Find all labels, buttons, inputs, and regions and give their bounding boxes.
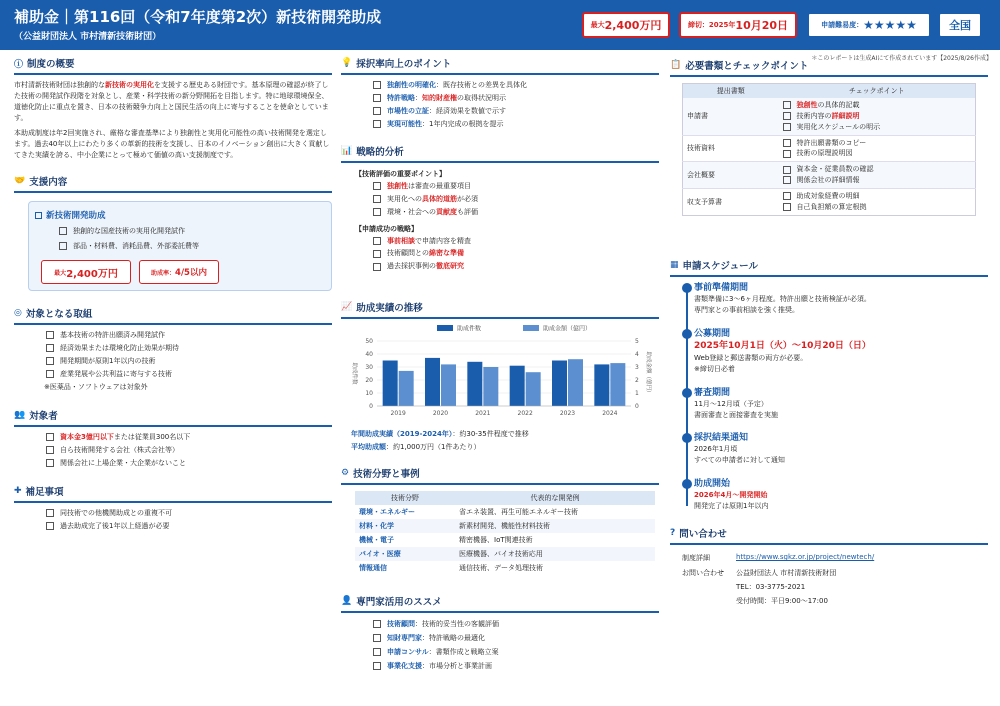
point-1-keyword: 独創性の明確化 — [387, 81, 436, 89]
points-list — [373, 80, 659, 129]
strategy-title: 戦略的分析 — [356, 147, 404, 158]
question-icon: ? — [670, 528, 676, 538]
overview-p1-a: 市村清新技術財団は独創的な — [14, 81, 105, 89]
schedule-5-title: 助成開始 — [694, 479, 731, 489]
bar-count — [552, 361, 567, 407]
deadline-value: 10月20日 — [735, 19, 789, 32]
timeline-dot — [682, 479, 692, 489]
table-row — [355, 547, 655, 561]
fields-heading — [341, 466, 659, 485]
y-tick-left: 20 — [365, 377, 373, 384]
doc-name: 技術資料 — [687, 144, 715, 153]
eligible-list — [46, 432, 332, 469]
strategy-heading — [341, 144, 659, 163]
contact-org: 公益財団法人 市村清新技術財団 — [736, 569, 837, 577]
point-2-text: ： — [415, 93, 422, 102]
doc-check — [783, 122, 972, 133]
results-summary-2-text: ：約1,000万円（1件あたり） — [386, 443, 481, 451]
plus-icon: ✚ — [14, 486, 22, 496]
results-section — [341, 300, 659, 452]
schedule-5-line-1: 開発完了は原則1年以内 — [694, 502, 769, 510]
overview-heading — [14, 56, 332, 75]
eligible-heading — [14, 408, 332, 427]
docs-table-header — [683, 84, 976, 99]
y-tick-right: 5 — [635, 338, 639, 345]
contact-tel: TEL：03-3775-2021 — [736, 583, 806, 591]
overview-p1-b: を支援する歴史ある財団です。基本原理の確認が終了した技術の開発試作段階を対象とし、産業・科学技術の新分野開拓を目指します。特に地球環境保全、道徳化防止に重点を置き、日本の技術競争力向上と国民生活の向上に寄与することを使命としています。 — [14, 81, 329, 122]
schedule-4-line-2: すべての申請者に対して通知 — [694, 456, 785, 464]
contact-inquiry-label: お問い合わせ — [682, 569, 724, 577]
doc-check — [783, 100, 972, 111]
targets-title: 対象となる取組 — [25, 309, 93, 320]
strategy-g1-item-1 — [373, 181, 659, 192]
timeline-dot — [682, 329, 692, 339]
experts-title: 専門家活用のススメ — [356, 597, 442, 608]
strategy-g2-item-3 — [373, 261, 659, 272]
legend-label: 助成件数 — [457, 325, 482, 333]
supplement-heading — [14, 484, 332, 503]
eligible-section — [14, 408, 332, 469]
targets-note: ※医薬品・ソフトウェアは対象外 — [44, 383, 148, 392]
doc-checks — [779, 162, 976, 189]
expert-2-text: ：特許戦略の最適化 — [422, 633, 485, 642]
overview-paragraph-1 — [14, 80, 332, 123]
doc-check: 自己負担額の算定根拠 — [783, 202, 972, 213]
results-summary-2-label: 平均助成額 — [351, 443, 386, 451]
y-tick-left: 50 — [365, 338, 373, 345]
contact-detail-label: 制度詳細 — [682, 554, 710, 562]
point-item-4 — [373, 119, 659, 130]
field-name: 機械・電子 — [359, 536, 394, 544]
person-icon: 👤 — [341, 596, 353, 606]
target-item-4: 産業発展や公共利益に寄与する技術 — [46, 369, 332, 380]
fields-table-header — [355, 491, 655, 505]
support-box-title — [35, 209, 106, 221]
x-tick-label: 2021 — [475, 410, 491, 417]
docs-section — [670, 56, 988, 216]
targets-list — [46, 330, 332, 392]
support-heading — [14, 174, 332, 193]
eligible-item-1-red: 資本金3億円以下 — [60, 433, 114, 441]
docs-heading — [670, 58, 988, 77]
doc-checks — [779, 135, 976, 162]
support-box — [28, 201, 332, 291]
strategy-g1-item-2 — [373, 194, 659, 205]
y-tick-right: 3 — [635, 364, 639, 371]
point-3-text: ：経済効果を数値で示す — [429, 106, 506, 115]
field-name: 環境・エネルギー — [359, 508, 415, 516]
strategy-g1-2-tail: が必須 — [457, 194, 478, 203]
fields-table — [355, 491, 655, 575]
table-row — [683, 188, 976, 215]
timeline-dot — [682, 283, 692, 293]
strategy-g1-2-text: 実用化への — [387, 194, 422, 203]
handshake-icon: 🤝 — [14, 176, 26, 186]
overview-p1-highlight: 新技術の実用化 — [105, 81, 154, 89]
schedule-heading — [670, 258, 988, 277]
y-tick-left: 10 — [365, 390, 373, 397]
doc-check — [783, 111, 972, 122]
expert-3-keyword: 申請コンサル — [387, 647, 429, 656]
experts-section — [341, 594, 659, 671]
strategy-g1-3-tail: も評価 — [457, 207, 478, 216]
doc-check: 資本金・従業員数の確認 — [783, 164, 972, 175]
max-amount-badge — [582, 12, 670, 38]
results-summary-1 — [351, 429, 659, 439]
strategy-g1-3-red: 貢献度 — [436, 207, 457, 216]
point-2-tail: の取得状況明示 — [457, 93, 506, 102]
results-title: 助成実績の推移 — [356, 303, 423, 314]
fields-section — [341, 466, 659, 575]
checkbox-icon — [35, 212, 42, 219]
expert-item-1 — [373, 619, 659, 630]
schedule-section — [670, 258, 988, 520]
schedule-5-red: 2026年4月〜開発開始 — [694, 491, 768, 499]
table-row — [683, 98, 976, 135]
targets-heading — [14, 306, 332, 325]
point-item-3 — [373, 106, 659, 117]
strategy-g1-1-red: 独創性 — [387, 182, 408, 190]
support-rate-value: 4/5以内 — [175, 268, 207, 278]
strategy-g2-2-red: 綿密な準備 — [429, 249, 464, 258]
expert-item-4 — [373, 661, 659, 672]
x-tick-label: 2019 — [390, 410, 406, 417]
doc-check: 助成対象経費の明細 — [783, 191, 972, 202]
expert-item-3 — [373, 647, 659, 658]
table-row — [355, 561, 655, 575]
target-item-1: 基本技術の特許出願済み開発試作 — [46, 330, 332, 341]
y-tick-left: 0 — [369, 403, 373, 410]
eligible-title: 対象者 — [29, 411, 58, 422]
support-rate-badge — [139, 260, 219, 284]
strategy-g2-3-text: 過去採択事例の — [387, 262, 436, 271]
field-name: バイオ・医療 — [359, 550, 401, 558]
bar-count — [383, 361, 398, 407]
overview-paragraph-2: 本助成制度は年2回実施され、厳格な審査基準により独創性と実用化可能性の高い技術開発を選定します。過去40年以上にわたり多くの革新的技術を支援し、日本のイノベーション創出に大きく貢献してきた実績を誇る、中小企業にとって極めて価値の高い支援制度です。 — [14, 129, 330, 160]
docs-col-2: チェックポイント — [848, 87, 905, 95]
docs-title: 必要書類とチェックポイント — [685, 61, 809, 72]
strategy-g2-1-red: 事前相談 — [387, 236, 415, 245]
targets-section — [14, 306, 332, 392]
doc-name: 会社概要 — [687, 171, 715, 180]
strategy-g1-1-text: は審査の最重要項目 — [408, 182, 471, 190]
field-example: 通信技術、データ処理技術 — [459, 564, 543, 572]
docs-table — [682, 83, 976, 216]
points-section — [341, 56, 659, 129]
schedule-1-title: 事前準備期間 — [694, 283, 749, 293]
schedule-title: 申請スケジュール — [682, 261, 758, 272]
timeline-dot — [682, 433, 692, 443]
eligible-item-3: 関係会社に上場企業・大企業がないこと — [46, 458, 332, 469]
doc-check: 技術の原理説明図 — [783, 148, 972, 159]
results-heading — [341, 300, 659, 319]
expert-item-2 — [373, 633, 659, 644]
y-axis-label-right: 助成金額（億円） — [645, 351, 651, 396]
difficulty-label: 申請難易度： — [821, 21, 864, 29]
contact-hours: 受付時間：平日9:00〜17:00 — [736, 597, 828, 605]
point-4-keyword: 実現可能性 — [387, 119, 422, 128]
doc-checks — [779, 188, 976, 215]
field-name: 情報通信 — [359, 564, 387, 572]
y-axis-label-left: 助成件数 — [351, 362, 357, 385]
table-row — [355, 519, 655, 533]
strategy-g2-item-2 — [373, 248, 659, 259]
results-summary-1-label: 年間助成実績（2019-2024年） — [351, 430, 453, 438]
overview-title: 制度の概要 — [27, 59, 75, 70]
bar-amount — [610, 363, 625, 406]
supplement-list — [46, 508, 332, 532]
bar-amount — [526, 372, 541, 406]
x-tick-label: 2024 — [602, 410, 618, 417]
fields-title: 技術分野と事例 — [353, 469, 420, 480]
point-2-keyword: 特許戦略 — [387, 93, 415, 102]
experts-list — [373, 619, 659, 671]
expert-4-keyword: 事業化支援 — [387, 661, 422, 670]
expert-4-text: ：市場分析と事業計画 — [422, 661, 492, 670]
strategy-group-2 — [373, 236, 659, 273]
point-item-1 — [373, 80, 659, 91]
y-tick-right: 2 — [635, 377, 639, 384]
table-row — [355, 533, 655, 547]
schedule-2-title: 公募期間 — [694, 329, 731, 339]
doc-check-red: 詳細説明 — [831, 111, 860, 120]
calendar-icon: ▦ — [670, 260, 679, 270]
schedule-4-title: 採択結果通知 — [694, 433, 749, 443]
field-example: 精密機器、IoT関連技術 — [459, 536, 533, 544]
y-tick-left: 40 — [365, 351, 373, 358]
legend-swatch — [523, 325, 539, 331]
x-tick-label: 2022 — [517, 410, 533, 417]
x-tick-label: 2020 — [432, 410, 449, 417]
docs-col-1: 提出書類 — [716, 87, 745, 95]
eligible-item-1 — [46, 432, 332, 443]
support-rate-label: 助成率： — [151, 269, 176, 277]
table-row — [355, 505, 655, 519]
scope-badge: 全国 — [938, 12, 982, 38]
results-summary-1-text: ：約30-35件程度で推移 — [452, 430, 529, 438]
max-amount-label: 最大 — [590, 21, 605, 29]
schedule-3-title: 審査期間 — [694, 388, 731, 398]
results-chart — [341, 321, 659, 425]
timeline-dot — [682, 388, 692, 398]
strategy-group-1-title: 【技術評価の重要ポイント】 — [355, 170, 446, 178]
point-1-text: ：既存技術との差異を具体化 — [436, 81, 527, 89]
eligible-item-2: 自ら技術開発する会社（株式会社等） — [46, 445, 332, 456]
ai-generated-note: ＊このレポートは生成AIにて作成されています【2025/8/26作成】 — [811, 55, 992, 62]
contact-url-link[interactable]: https://www.sgkz.or.jp/project/newtech/ — [736, 553, 875, 561]
strategy-g2-2-text: 技術顧問との — [387, 249, 429, 258]
target-item-3: 開発期間が原則1年以内の技術 — [46, 356, 332, 367]
schedule-4-line-1: 2026年1月頃 — [694, 445, 738, 453]
y-tick-right: 0 — [635, 403, 639, 410]
expert-1-text: ：技術的妥当性の客観評価 — [415, 620, 499, 628]
strategy-g1-2-red: 具体的道筋 — [422, 194, 457, 203]
support-item-1: 独創的な国産技術の実用化開発試作 — [59, 226, 185, 237]
point-3-keyword: 市場性の立証 — [387, 106, 429, 115]
eligible-item-1-rest: または従業員300名以下 — [113, 433, 191, 441]
bar-chart-icon: 📈 — [341, 302, 353, 312]
schedule-1-line-1: 書類準備に3〜6ヶ月程度。特許出願と技術検証が必須。 — [694, 295, 871, 303]
chart-icon: 📊 — [341, 146, 353, 156]
support-max-badge — [41, 260, 131, 284]
experts-heading — [341, 594, 659, 613]
strategy-section — [341, 144, 659, 272]
page-title: 補助金｜第116回（令和7年度第2次）新技術開発助成 — [14, 8, 382, 26]
doc-name: 申請書 — [687, 112, 708, 121]
schedule-2-dates: 2025年10月1日（火）〜10月20日（日） — [694, 341, 871, 351]
y-tick-right: 4 — [635, 351, 639, 358]
bar-amount — [568, 359, 583, 406]
header-bar — [0, 0, 1000, 50]
schedule-1-line-2: 専門家との事前相談を強く推奨。 — [694, 306, 799, 314]
strategy-g2-1-text: で申請内容を精査 — [415, 236, 471, 245]
y-tick-left: 30 — [365, 364, 373, 371]
contact-section — [670, 526, 988, 621]
point-item-2 — [373, 93, 659, 104]
results-summary-2 — [351, 442, 659, 452]
info-icon: ⓘ — [14, 59, 24, 70]
deadline-label: 締切：2025年 — [687, 21, 736, 29]
lightbulb-icon: 💡 — [341, 58, 353, 68]
support-title: 支援内容 — [29, 177, 68, 188]
table-row — [683, 135, 976, 162]
points-heading — [341, 56, 659, 75]
expert-2-keyword: 知財専門家 — [387, 633, 422, 642]
table-row — [683, 162, 976, 189]
strategy-group-2-title: 【申請成功の戦略】 — [355, 224, 418, 233]
people-icon: 👥 — [14, 410, 26, 420]
schedule-3-line-1: 11月〜12月頃（予定） — [694, 400, 768, 408]
fields-col-2: 代表的な開発例 — [530, 494, 580, 502]
contact-heading — [670, 526, 988, 545]
supplement-section — [14, 484, 332, 532]
strategy-g2-3-red: 徹底研究 — [436, 262, 464, 271]
doc-check-red: 独創性 — [796, 101, 818, 109]
organization-name: （公益財団法人 市村清新技術財団） — [14, 32, 162, 42]
support-max-label: 最大 — [54, 269, 67, 277]
doc-check: 特許出願書類のコピー — [783, 138, 972, 149]
strategy-g1-3-text: 環境・社会への — [387, 207, 436, 216]
doc-check-text: 技術内容の — [796, 111, 832, 120]
doc-check: 関係会社の詳細情報 — [783, 175, 972, 186]
supplement-item-2: 過去助成完了後1年以上経過が必要 — [46, 521, 332, 532]
supplement-title: 補足事項 — [25, 487, 64, 498]
difficulty-stars: ★★★★★ — [863, 18, 917, 32]
field-example: 新素材開発、機能性材料技術 — [459, 522, 550, 530]
field-name: 材料・化学 — [359, 522, 394, 530]
bar-amount — [441, 364, 456, 406]
expert-1-keyword: 技術顧問 — [387, 620, 415, 628]
y-tick-right: 1 — [635, 390, 639, 397]
support-box-title-text: 新技術開発助成 — [46, 211, 106, 221]
strategy-g2-item-1 — [373, 236, 659, 247]
strategy-g1-item-3 — [373, 207, 659, 218]
strategy-group-1 — [373, 181, 659, 218]
point-4-text: ：1年内完成の根拠を提示 — [422, 119, 504, 128]
target-icon: ◎ — [14, 308, 22, 318]
bar-count — [594, 364, 609, 406]
expert-3-text: ：書類作成と戦略立案 — [428, 647, 499, 656]
doc-check-text: の具体的記載 — [817, 101, 860, 109]
supplement-item-1: 同技術での他機関助成との重複不可 — [46, 508, 332, 519]
point-2-red: 知的財産権 — [422, 93, 457, 102]
contact-title: 問い合わせ — [679, 529, 727, 540]
bar-amount — [483, 367, 498, 406]
overview-section — [14, 56, 332, 161]
doc-checks — [779, 98, 976, 135]
fields-col-1: 技術分野 — [391, 494, 419, 502]
deadline-badge — [679, 12, 797, 38]
field-example: 医療機器、バイオ技術応用 — [459, 550, 543, 558]
x-tick-label: 2023 — [559, 410, 576, 417]
difficulty-badge — [807, 12, 931, 38]
bar-amount — [399, 371, 414, 406]
legend-swatch — [437, 325, 453, 331]
bar-count — [467, 362, 482, 406]
clipboard-icon: 📋 — [670, 60, 682, 70]
gear-icon: ⚙ — [341, 468, 350, 478]
points-title: 採択率向上のポイント — [356, 59, 452, 70]
legend-label: 助成金額（億円） — [543, 325, 592, 333]
bar-count — [425, 358, 440, 406]
support-item-2: 部品・材料費、消耗品費、外部委託費等 — [59, 241, 199, 252]
max-amount-value: 2,400万円 — [604, 19, 662, 32]
field-example: 省エネ装置、再生可能エネルギー技術 — [459, 508, 578, 516]
contact-body — [670, 551, 988, 621]
schedule-2-line-1: Web登録と郵送書類の両方が必要。 — [694, 354, 808, 362]
target-item-2: 経済効果または環境化防止効果が期待 — [46, 343, 332, 354]
schedule-2-line-2: ※締切日必着 — [694, 365, 735, 373]
bar-count — [510, 366, 525, 406]
doc-name: 収支予算書 — [687, 197, 722, 206]
support-max-value: 2,400万円 — [66, 268, 118, 280]
schedule-3-line-2: 書面審査と面接審査を実施 — [694, 411, 778, 419]
doc-check-text: 実用化スケジュールの明示 — [796, 122, 881, 131]
support-section — [14, 174, 332, 291]
